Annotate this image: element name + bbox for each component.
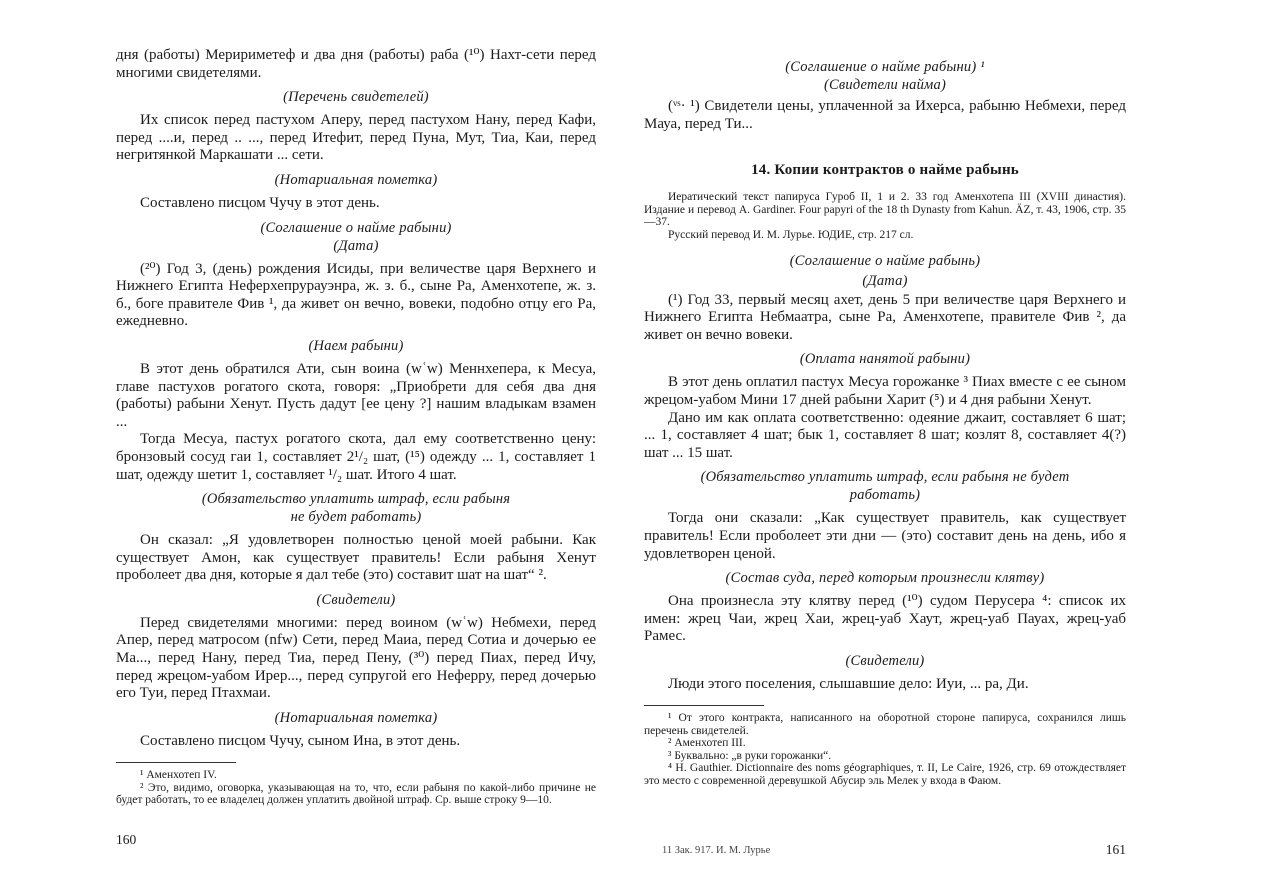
paragraph: В этот день оплатил пастух Месуа горожанке ³ Пиах вместе с ее сыном жрецом-уабом Мини 17 дней рабыни Харит (⁵) и 4 дня рабыни Хенут. — [644, 374, 1126, 408]
section-heading: (Наем рабыни) — [308, 337, 404, 354]
section-heading: (Состав суда, перед которым произнесли клятву) — [725, 570, 1045, 587]
running-footer: 11 Зак. 917. И. М. Лурье — [662, 845, 771, 856]
paragraph: Составлено писцом Чучу, сыном Ина, в этот день. — [140, 732, 461, 749]
paragraph: (²⁰) Год 3, (день) рождения Исиды, при величестве царя Верхнего и Нижнего Египта Неферхепрурауэнра, ж. з. б., сыне Ра, Аменхотепе, ж. з. б., боге правителе Фив ¹, да живет он вечно, вовеки, подобно отцу его Ра, ежедневно. — [116, 260, 596, 330]
paragraph: Тогда они сказали: „Как существует правитель, как существует правитель! Если проболеет эти дни — (это) составит день на день, ибо я удовлетворен ценой. — [644, 510, 1126, 562]
paragraph: Перед свидетелями многими: перед воином (wʿw) Небмехи, перед Апер, перед матросом (nfw) Сети, перед Маиа, перед Сотиа и дочерью ее Ма..., перед Нану, перед Тиа, перед Пену, (³⁰) перед Пиах, перед Ичу, перед жрецом-уабом Ирер..., перед супругой его Неферру, перед дочерью его Туи, перед Птахмаи. — [116, 614, 596, 702]
paragraph-intro: дня (работы) Меририметеф и два дня (работы) раба (¹⁰) Нахт-сети перед многими свидетелями. — [116, 47, 596, 81]
page-number: 160 — [116, 832, 137, 847]
footnote: ¹ Аменхотеп IV. — [140, 769, 217, 782]
section-heading: (Соглашение о найме рабынь) — [789, 252, 981, 269]
chapter-title: 14. Копии контрактов о найме рабынь — [751, 162, 1019, 179]
paragraph: (ᵛˢ· ¹) Свидетели цены, уплаченной за Ихерса, рабыню Небмехи, перед Мауа, перед Ти... — [644, 98, 1126, 132]
section-subheading: (Дата) — [333, 237, 379, 254]
section-heading-cont: не будет работать) — [290, 509, 422, 526]
paragraph: Составлено писцом Чучу в этот день. — [140, 194, 380, 211]
section-heading: (Свидетели) — [316, 591, 396, 608]
section-heading: (Обязательство уплатить штраф, если рабыня не будет — [700, 469, 1070, 486]
section-heading-cont: работать) — [849, 487, 921, 504]
section-heading: (Нотариальная пометка) — [274, 709, 438, 726]
paragraph: Их список перед пастухом Аперу, перед пастухом Нану, перед Кафи, перед ....и, перед .. ..., перед Итефит, перед Пуна, Мут, Тиа, Каи, перед негритянкой Маркашати ... сети. — [116, 112, 596, 164]
section-heading: (Соглашение о найме рабыни) — [260, 219, 452, 236]
section-subheading: (Свидетели найма) — [824, 77, 946, 93]
paragraph: В этот день обратился Ати, сын воина (wʿw) Меннхепера, к Месуа, главе пастухов рогатого скота, говоря: „Приобрети для себя два дня (работы) рабыни Хенут. Пусть дадут [ее цену ?] нашим владыкам взамен ... — [116, 360, 596, 430]
page-number: 161 — [1105, 842, 1126, 857]
paragraph: Он сказал: „Я удовлетворен полностью ценой моей рабыни. Как существует Амон, как существует правитель! Если рабыня Хенут проболеет два дня, которые я дал тебе (это) составит шат на шат“ ². — [116, 532, 596, 584]
footnote: ³ Буквально: „в руки горожанки“. — [668, 749, 832, 762]
section-heading: (Перечень свидетелей) — [283, 89, 429, 106]
footnote: ¹ От этого контракта, написанного на оборотной стороне папируса, сохранился лишь перечень свидетелей. — [644, 712, 1126, 737]
paragraph: (¹) Год 33, первый месяц ахет, день 5 при величестве царя Верхнего и Нижнего Египта Небмаатра, сыне Ра, Аменхотепе, правителе Фив ², да живет он вечно вовеки. — [644, 291, 1126, 343]
section-subheading: (Дата) — [862, 272, 908, 289]
footnote: ² Это, видимо, оговорка, указывающая на то, что, если рабыня по какой-либо причине не будет работать, то ее владелец должен уплатить двойной штраф. Ср. выше строку 9—10. — [116, 781, 596, 807]
paragraph: Она произнесла эту клятву перед (¹⁰) судом Перусера ⁴: список их имен: жрец Чаи, жрец Хаи, жрец-уаб Хаут, жрец-уаб Пауах, жрец-уаб Рамес. — [644, 593, 1126, 645]
section-heading: (Соглашение о найме рабыни) ¹ — [785, 59, 985, 75]
section-heading: (Обязательство уплатить штраф, если рабыня — [201, 491, 511, 508]
right-page — [644, 0, 1126, 893]
footnote-rule — [644, 705, 764, 706]
section-heading: (Свидетели) — [845, 652, 925, 669]
paragraph: Люди этого поселения, слышавшие дело: Иуи, ... ра, Ди. — [668, 675, 1029, 692]
footnote-rule — [116, 762, 236, 763]
section-heading: (Оплата нанятой рабыни) — [799, 351, 971, 368]
left-page — [116, 0, 596, 893]
source-note: Русский перевод И. М. Лурье. ЮДИЕ, стр. 217 сл. — [668, 228, 914, 241]
source-note: Иератический текст папируса Гуроб II, 1 и 2. 33 год Аменхотепа III (XVIII династия). Издание и перевод A. Gardiner. Four papyri of the 18 th Dynasty from Kahun. ÄZ, т. 43, 1906, стр. 35—37. — [644, 191, 1126, 229]
paragraph: Тогда Месуа, пастух рогатого скота, дал ему соответственно цену: бронзовый сосуд гаи 1, составляет 2¹/₂ шат, (¹⁵) одежду ... 1, составляет 1 шат, одежду шетит 1, составляет ¹/₂ шат. Итого 4 шат. — [116, 431, 596, 483]
footnote: ⁴ H. Gauthier. Dictionnaire des noms géographiques, т. II, Le Caire, 1926, стр. 69 отождествляет это место с современной деревушкой Абусир эль Мелек у входа в Фаюм. — [644, 762, 1126, 787]
paragraph: Дано им как оплата соответственно: одеяние джаит, составляет 6 шат; ... 1, составляет 4 шат; бык 1, составляет 8 шат; козлят 8, составляет 4(?) шат ... 15 шат. — [644, 409, 1126, 461]
section-heading: (Нотариальная пометка) — [274, 171, 438, 188]
footnote: ² Аменхотеп III. — [668, 737, 746, 750]
